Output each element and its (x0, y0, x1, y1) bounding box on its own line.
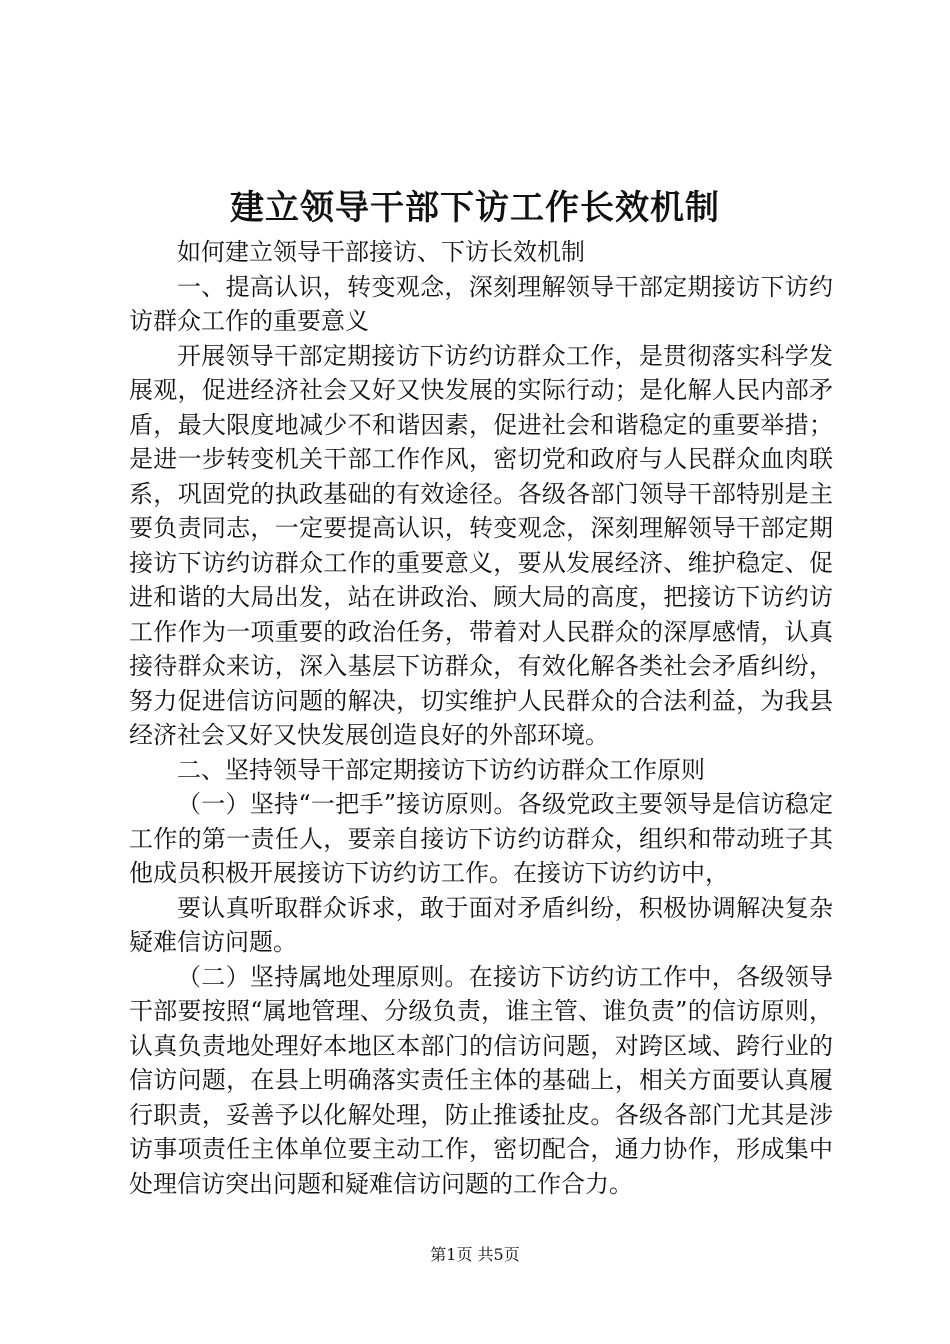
paragraph-section-1-body: 开展领导干部定期接访下访约访群众工作，是贯彻落实科学发展观，促进经济社会又好又快发展的实际行动；是化解人民内部矛盾，最大限度地减少不和谐因素，促进社会和谐稳定的重要举措；是进一步转变机关干部工作作风，密切党和政府与人民群众血肉联系，巩固党的执政基础的有效途径。各级各部门领导干部特别是主要负责同志，一定要提高认识，转变观念，深刻理解领导干部定期接访下访约访群众工作的重要意义，要从发展经济、维护稳定、促进和谐的大局出发，站在讲政治、顾大局的高度，把接访下访约访工作作为一项重要的政治任务，带着对人民群众的深厚感情，认真接待群众来访，深入基层下访群众，有效化解各类社会矛盾纠纷，努力促进信访问题的解决，切实维护人民群众的合法利益，为我县经济社会又好又快发展创造良好的外部环境。 (129, 341, 833, 749)
page-number-footer: 第1页 共5页 (430, 1245, 520, 1264)
document-title: 建立领导干部下访工作长效机制 (230, 188, 720, 228)
paragraph-principle-1: （一）坚持“一把手”接访原则。各级党政主要领导是信访稳定工作的第一责任人，要亲自接访下访约访群众，组织和带动班子其他成员积极开展接访下访约访工作。在接访下访约访中， (129, 790, 833, 887)
document-body (129, 235, 833, 1201)
paragraph-section-1-heading: 一、提高认识，转变观念，深刻理解领导干部定期接访下访约访群众工作的重要意义 (129, 272, 833, 335)
paragraph-section-2-heading: 二、坚持领导干部定期接访下访约访群众工作原则 (177, 755, 705, 784)
paragraph-subtitle: 如何建立领导干部接访、下访长效机制 (177, 238, 585, 266)
paragraph-principle-2: （二）坚持属地处理原则。在接访下访约访工作中，各级领导干部要按照“属地管理、分级负责，谁主管、谁负责”的信访原则，认真负责地处理好本地区本部门的信访问题，对跨区域、跨行业的信访问题，在县上明确落实责任主体的基础上，相关方面要认真履行职责，妥善予以化解处理，防止推诿扯皮。各级各部门尤其是涉访事项责任主体单位要主动工作，密切配合，通力协作，形成集中处理信访突出问题和疑难信访问题的工作合力。 (129, 962, 833, 1198)
paragraph-principle-1-continued: 要认真听取群众诉求，敢于面对矛盾纠纷，积极协调解决复杂疑难信访问题。 (129, 893, 833, 956)
